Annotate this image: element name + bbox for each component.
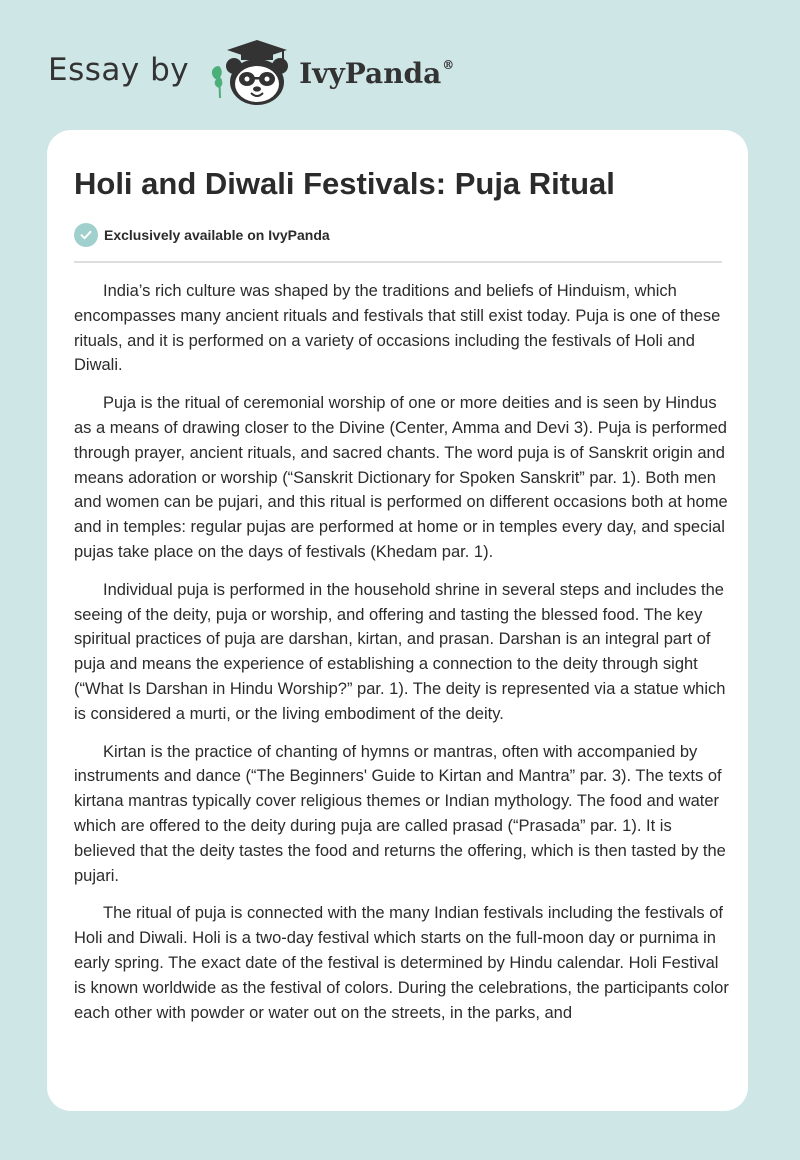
paragraph: Individual puja is performed in the household shrine in several steps and includes the seeing of the deity, puja or worship, and offering and tasting the blessed food. The key spiritual practices of puja are darshan, kirtan, and prasan. Darshan is an integral part of puja and means the experience of establishing a connection to the deity through sight (“What Is Darshan in Hindu Worship?” par. 1). The deity is represented via a statue which is considered a murti, or the living embodiment of the deity. [74,580,726,723]
essay-body [74,279,734,1025]
paragraph: Kirtan is the practice of chanting of hymns or mantras, often with accompanied by instruments and dance (“The Beginners' Guide to Kirtan and Mantra” par. 3). The texts of kirtana mantras typically cover religious themes or Indian mythology. The food and water which are offered to the deity during puja are called prasad (“Prasada” par. 1). It is believed that the deity tastes the food and returns the offering, which is then tasted by the pujari. [74,742,726,885]
brand-name[interactable] [299,57,454,90]
paragraph: India’s rich culture was shaped by the traditions and beliefs of Hinduism, which encompasses many ancient rituals and festivals that still exist today. Puja is one of these rituals, and it is performed on a variety of occasions including the festivals of Holi and Diwali. [74,282,721,375]
brand-name-text: IvyPanda [299,56,442,90]
registered-mark: ® [442,57,455,72]
exclusive-badge [74,223,722,247]
exclusive-badge-label: Exclusively available on IvyPanda [104,227,330,243]
panda-graduate-logo-icon[interactable] [203,36,293,108]
paragraph: Puja is the ritual of ceremonial worship of one or more deities and is seen by Hindus as a means of drawing closer to the Divine (Center, Amma and Devi 3). Puja is performed through prayer, ancient rituals, and sacred chants. The word puja is of Sanskrit origin and means adoration or worship (“Sanskrit Dictionary for Spoken Sanskrit” par. 1). Both men and women can be pujari, and this ritual is performed on different occasions both at home and in temples: regular pujas are performed at home or in temples every day, and special pujas take place on the days of festivals (Khedam par. 1). [74,394,728,561]
essay-card [47,130,748,1111]
check-circle-icon [74,223,98,247]
essay-title: Holi and Diwali Festivals: Puja Ritual [74,166,615,201]
paragraph: The ritual of puja is connected with the many Indian festivals including the festivals of Holi and Diwali. Holi is a two-day festival which starts on the full-moon day or purnima in early spring. The exact date of the festival is determined by Hindu calendar. Holi Festival is known worldwide as the festival of colors. During the celebrations, the participants color each other with powder or water out on the streets, in the parks, and [74,904,729,1022]
essay-by-label: Essay by [48,52,190,88]
divider [74,261,722,263]
site-header [48,36,454,108]
